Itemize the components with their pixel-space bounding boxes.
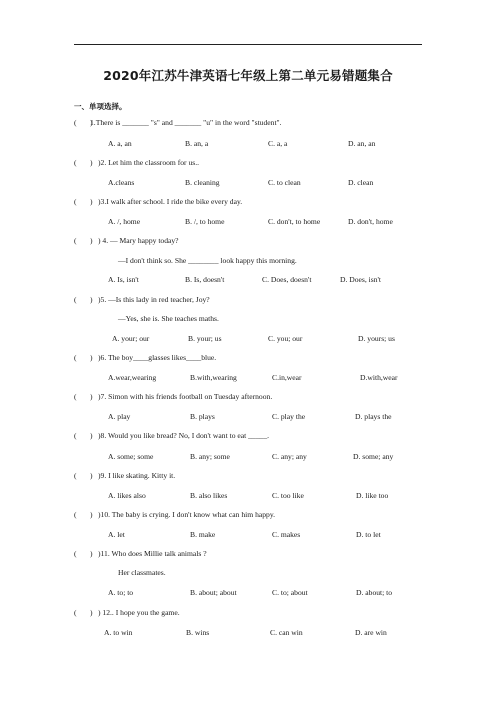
option-b: B. any; some <box>190 452 230 461</box>
option-b: B. also likes <box>190 491 228 500</box>
question-response-line: —I don't think so. She ________ look happy this morning. <box>118 256 297 265</box>
option-b: B. make <box>190 530 216 539</box>
option-d: D.with,wear <box>360 373 398 382</box>
document-title: 2020年江苏牛津英语七年级上第二单元易错题集合 <box>103 68 393 83</box>
answer-bracket[interactable]: ( ) <box>74 295 77 304</box>
option-d: D. about; to <box>356 588 393 597</box>
option-a: A. some; some <box>108 452 154 461</box>
option-b: B. Is, doesn't <box>185 275 225 284</box>
option-d: D. some; any <box>353 452 394 461</box>
section-heading: 一、单项选择。 <box>74 102 127 111</box>
question-text: 1.There is _______ "s" and _______ "u" in the word "student". <box>90 118 282 127</box>
option-b: B. about; about <box>190 588 237 597</box>
option-a: A. to; to <box>108 588 134 597</box>
question-text: )10. The baby is crying. I don't know what can him happy. <box>98 510 276 519</box>
option-d: D. to let <box>356 530 381 539</box>
question-text: ) 4. — Mary happy today? <box>98 236 179 245</box>
option-a: A. let <box>108 530 125 539</box>
option-c: C. any; any <box>272 452 307 461</box>
option-b: B. cleaning <box>185 178 220 187</box>
option-b: B. wins <box>186 628 210 637</box>
option-c: C. Does, doesn't <box>262 275 312 284</box>
option-b: B. plays <box>190 412 215 421</box>
option-d: D. plays the <box>355 412 392 421</box>
answer-bracket[interactable]: ( ) <box>74 392 77 401</box>
answer-bracket[interactable]: ( ) <box>74 510 77 519</box>
option-a: A. likes also <box>108 491 146 500</box>
option-c: C. a, a <box>268 139 288 148</box>
answer-bracket[interactable]: ( ) <box>74 608 77 617</box>
question-text: )8. Would you like bread? No, I don't want to eat _____. <box>98 431 270 440</box>
answer-bracket[interactable]: ( ) <box>74 549 77 558</box>
option-d: D. Does, isn't <box>340 275 382 284</box>
answer-bracket[interactable]: ( ) <box>74 431 77 440</box>
question-text: )2. Let him the classroom for us.. <box>98 158 200 167</box>
option-c: C.in,wear <box>272 373 302 382</box>
question-text: )6. The boy____glasses likes____blue. <box>98 353 217 362</box>
question-text: )9. I like skating. Kitty it. <box>98 471 176 480</box>
answer-bracket[interactable]: ( ) <box>74 118 77 127</box>
option-d: D. are win <box>355 628 387 637</box>
option-d: D. an, an <box>348 139 376 148</box>
option-a: A. /, home <box>108 217 141 226</box>
option-a: A. your; our <box>112 334 150 343</box>
question-text: )3.I walk after school. I ride the bike every day. <box>98 197 243 206</box>
question-response-line: Her classmates. <box>118 568 166 577</box>
option-b: B. an, a <box>185 139 209 148</box>
option-c: C. to; about <box>272 588 308 597</box>
question-text: )5. —Is this lady in red teacher, Joy? <box>98 295 210 304</box>
question-response-line: —Yes, she is. She teaches maths. <box>118 314 219 323</box>
option-c: C. play the <box>272 412 306 421</box>
option-a: A.wear,wearing <box>108 373 157 382</box>
option-c: C. to clean <box>268 178 301 187</box>
option-c: C. you; our <box>268 334 303 343</box>
question-text: )11. Who does Millie talk animals ? <box>98 549 207 558</box>
answer-bracket[interactable]: ( ) <box>74 471 77 480</box>
top-rule <box>74 44 422 45</box>
option-b: B.with,wearing <box>190 373 237 382</box>
option-a: A.cleans <box>108 178 135 187</box>
option-a: A. a, an <box>108 139 132 148</box>
option-a: A. Is, isn't <box>108 275 139 284</box>
answer-bracket[interactable]: ( ) <box>74 158 77 167</box>
question-text: )7. Simon with his friends football on Tuesday afternoon. <box>98 392 273 401</box>
option-b: B. /, to home <box>185 217 225 226</box>
answer-bracket[interactable]: ( ) <box>74 236 77 245</box>
option-c: C. makes <box>272 530 301 539</box>
option-b: B. your; us <box>188 334 222 343</box>
option-c: C. too like <box>272 491 304 500</box>
question-text: ) 12.. I hope you the game. <box>98 608 180 617</box>
answer-bracket[interactable]: ( ) <box>74 353 77 362</box>
option-d: D. clean <box>348 178 374 187</box>
answer-bracket[interactable]: ( ) <box>74 197 77 206</box>
option-d: D. don't, home <box>348 217 393 226</box>
option-d: D. like too <box>356 491 389 500</box>
option-a: A. play <box>108 412 131 421</box>
option-a: A. to win <box>104 628 133 637</box>
option-c: C. don't, to home <box>268 217 321 226</box>
option-d: D. yours; us <box>358 334 395 343</box>
option-c: C. can win <box>270 628 303 637</box>
